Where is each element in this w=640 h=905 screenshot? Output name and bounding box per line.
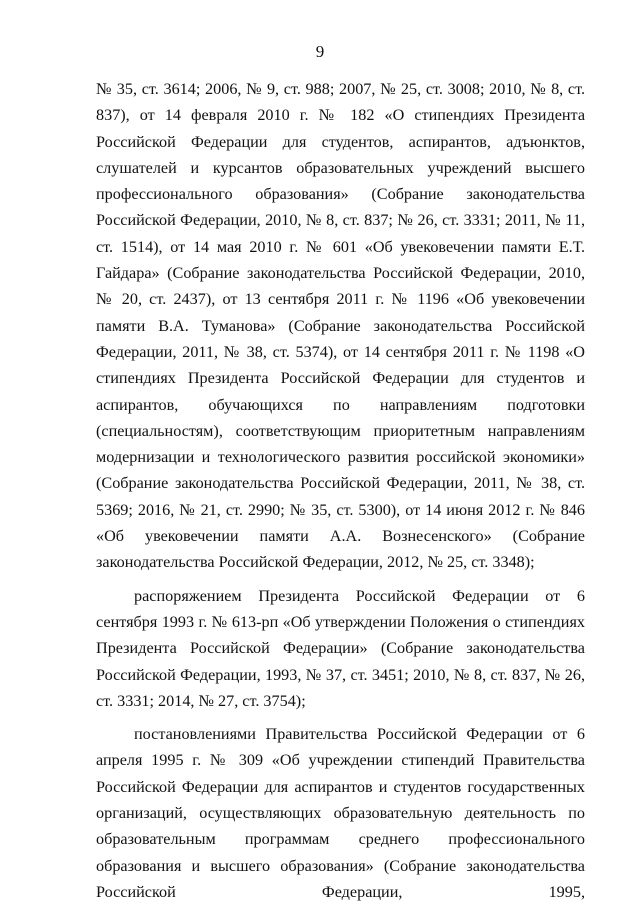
page-number: 9	[315, 42, 325, 61]
paragraph-presidential-order: распоряжением Президента Российской Федерации от 6 сентября 1993 г. № 613-рп «Об утверждении Положения о стипендиях Президента Российской Федерации» (Собрание законодательства Российской Федерации, 1993, № 37, ст. 3451; 2010, № 8, ст. 837, № 26, ст. 3331; 2014, № 27, ст. 3754);	[96, 586, 585, 710]
document-body	[96, 76, 585, 905]
paragraph-government-resolutions: постановлениями Правительства Российской Федерации от 6 апреля 1995 г. № 309 «Об учреждении стипендий Правительства Российской Федерации для аспирантов и студентов государственных организаций, осуществляющих образовательную деятельность по образовательным программам среднего профессионального образования и высшего образования» (Собрание законодательства Российской Федерации, 1995,	[96, 725, 585, 901]
paragraph-decrees-list: № 35, ст. 3614; 2006, № 9, ст. 988; 2007, № 25, ст. 3008; 2010, № 8, ст. 837), от 14 февраля 2010 г. № 182 «О стипендиях Президента Российской Федерации для студентов, аспирантов, адъюнктов, слушателей и курсантов образовательных учреждений высшего профессионального образования» (Собрание законодательства Российской Федерации, 2010, № 8, ст. 837; № 26, ст. 3331; 2011, № 11, ст. 1514), от 14 мая 2010 г. № 601 «Об увековечении памяти Е.Т. Гайдара» (Собрание законодательства Российской Федерации, 2010, № 20, ст. 2437), от 13 сентября 2011 г. № 1196 «Об увековечении памяти В.А. Туманова» (Собрание законодательства Российской Федерации, 2011, № 38, ст. 5374), от 14 сентября 2011 г. № 1198 «О стипендиях Президента Российской Федерации для студентов и аспирантов, обучающихся по направлениям подготовки (специальностям), соответствующим приоритетным направлениям модернизации и технологического развития российской экономики» (Собрание законодательства Российской Федерации, 2011, № 38, ст. 5369; 2016, № 21, ст. 2990; № 35, ст. 5300), от 14 июня 2012 г. № 846 «Об увековечении памяти А.А. Вознесенского» (Собрание законодательства Российской Федерации, 2012, № 25, ст. 3348);	[96, 80, 585, 572]
